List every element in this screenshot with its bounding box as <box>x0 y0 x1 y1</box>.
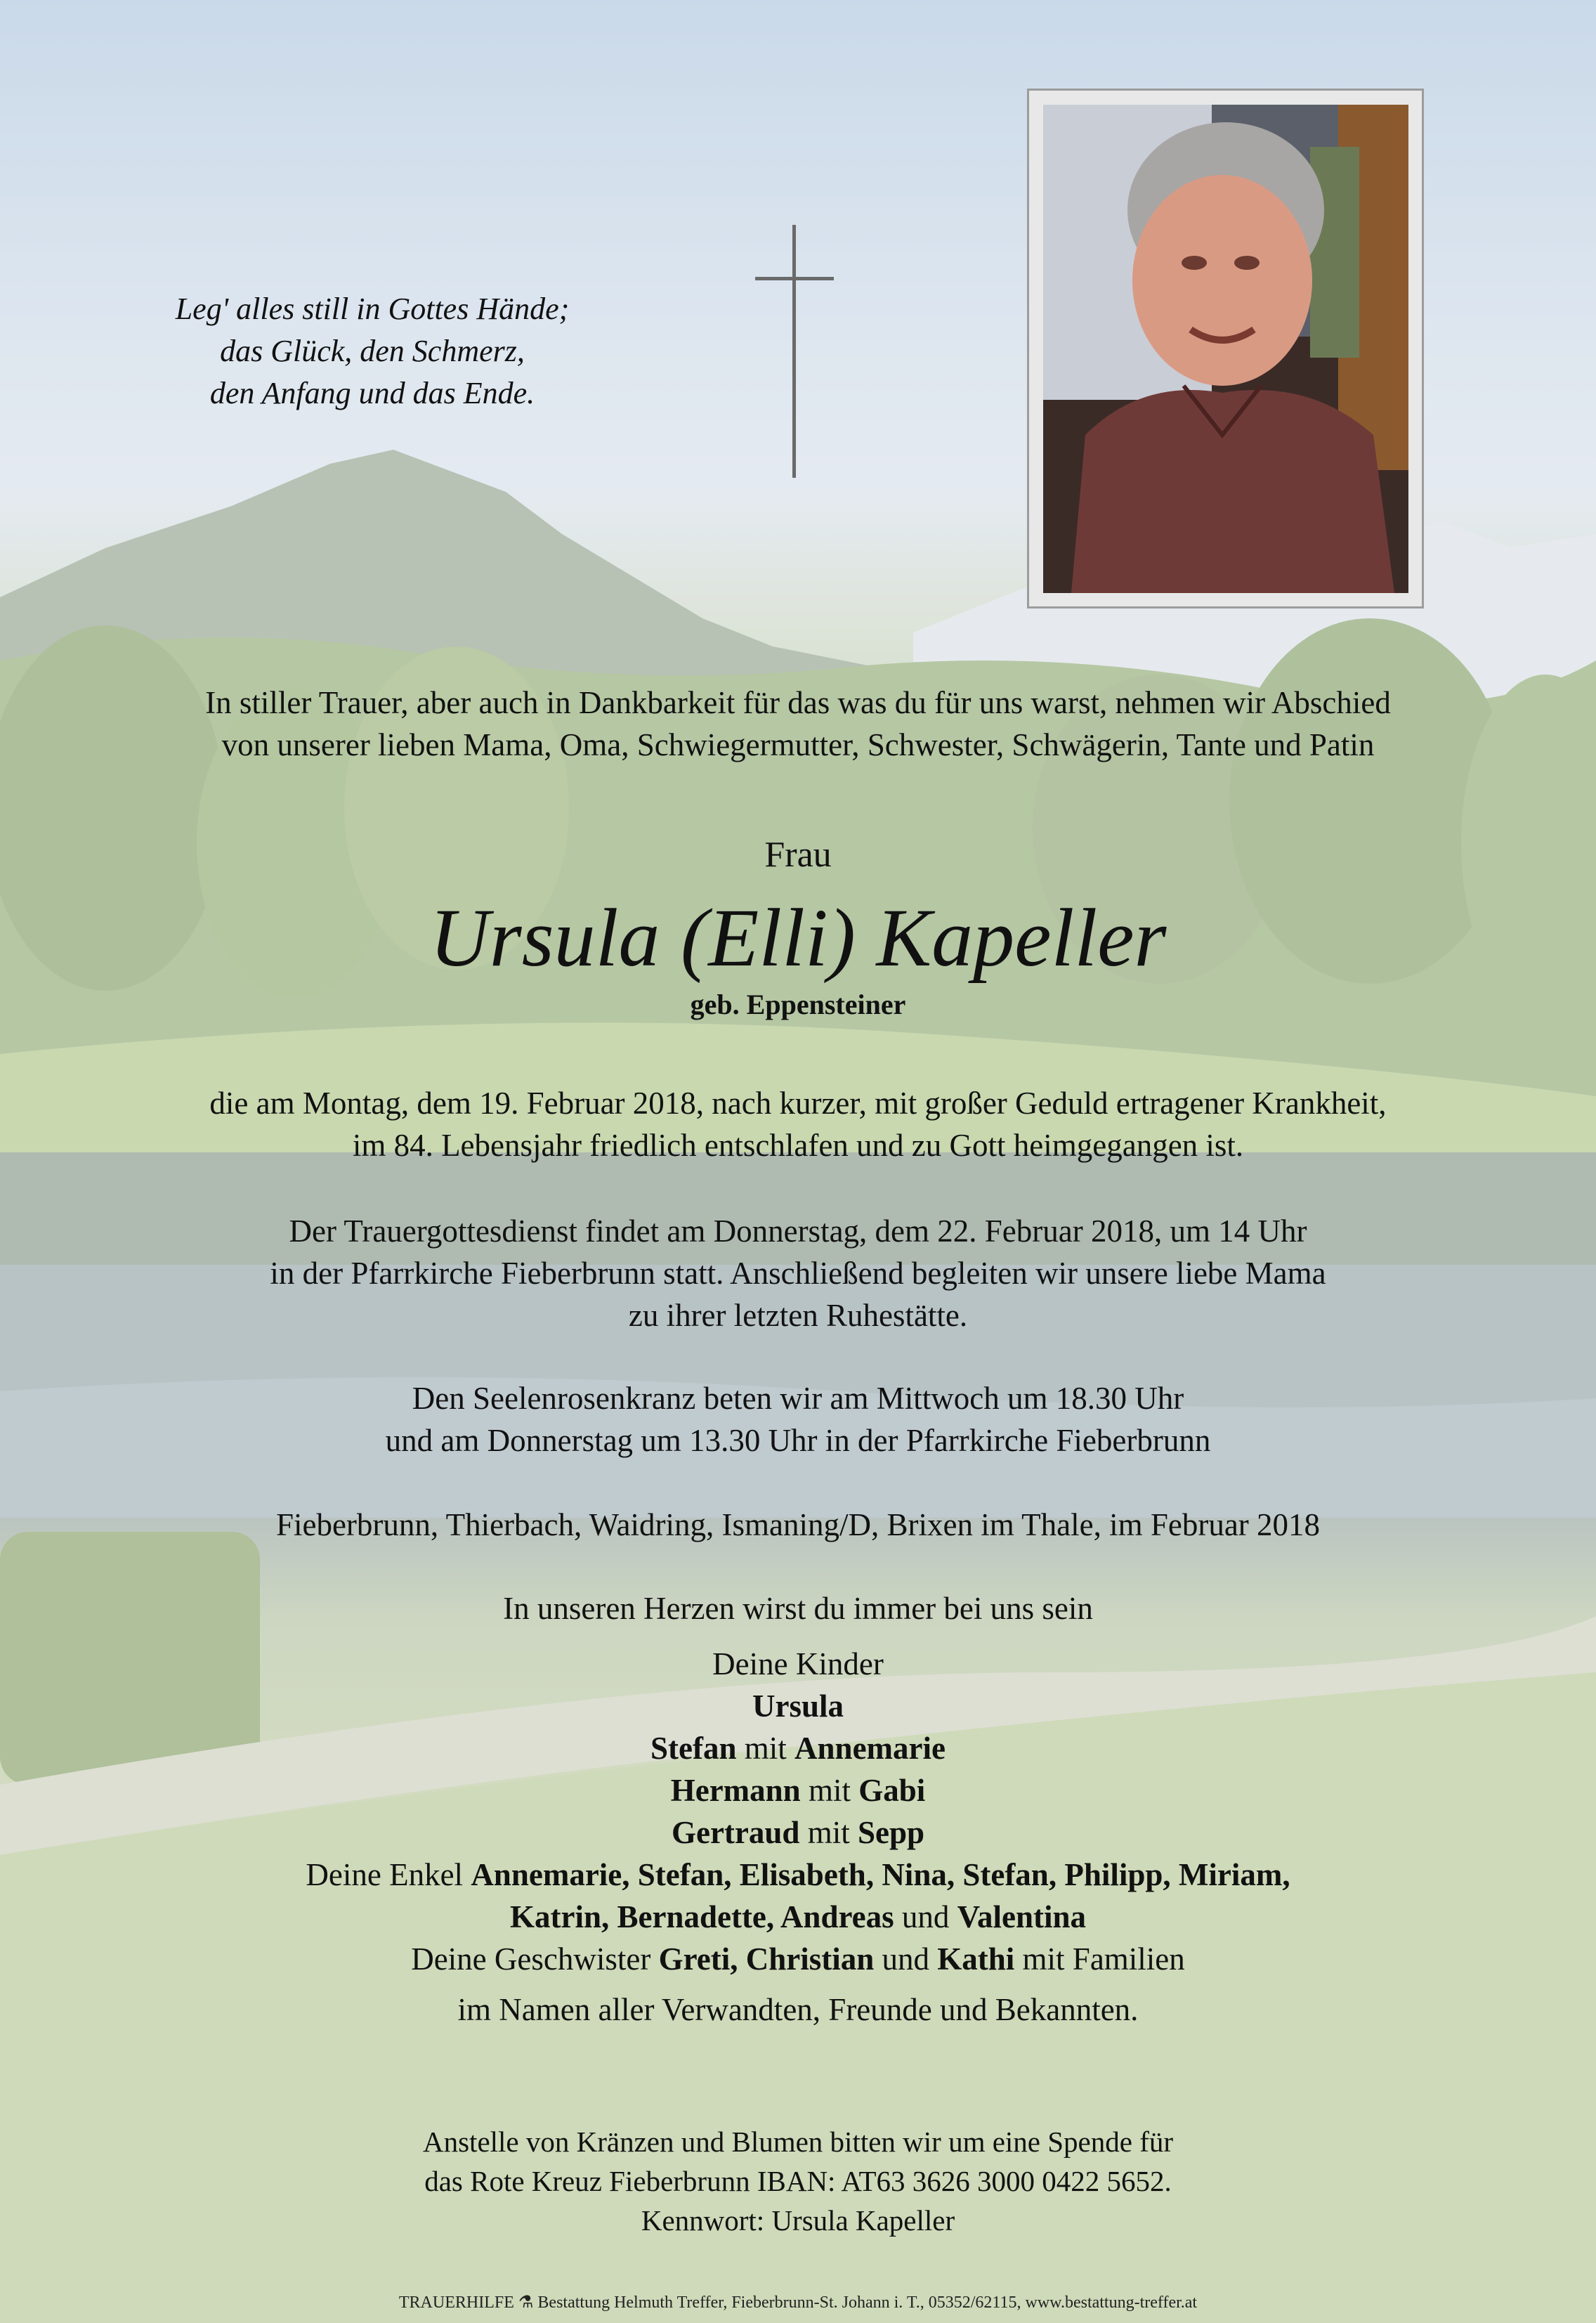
deceased-name: Ursula (Elli) Kapeller <box>429 892 1167 984</box>
birth-name: geb. Eppensteiner <box>690 989 906 1020</box>
grandchild-name: Valentina <box>957 1899 1087 1934</box>
quote-line: den Anfang und das Ende. <box>209 376 535 410</box>
mourner-line <box>70 1854 1526 1896</box>
connector-word: und <box>901 1899 950 1934</box>
intro-text <box>70 682 1526 766</box>
rosary-info <box>70 1377 1526 1462</box>
connector-word: mit <box>808 1773 851 1808</box>
partner-name: Annemarie <box>794 1731 946 1766</box>
grandchildren-names: Katrin, Bernadette, Andreas <box>509 1899 894 1934</box>
geschwister-label: Deine Geschwister <box>411 1941 651 1977</box>
donation-line: Anstelle von Kränzen und Blumen bitten wir um eine Spende für <box>422 2126 1174 2158</box>
mourner-line <box>70 1685 1526 1727</box>
connector-word: mit <box>744 1731 787 1766</box>
service-line: in der Pfarrkirche Fieberbrunn statt. Anschließend begleiten wir unsere liebe Mama <box>270 1256 1326 1291</box>
funeral-service-info <box>70 1210 1526 1336</box>
enkel-label: Deine Enkel <box>306 1857 464 1892</box>
service-line: Der Trauergottesdienst findet am Donnerstag, dem 22. Februar 2018, um 14 Uhr <box>289 1213 1307 1249</box>
child-name: Gertraud <box>671 1815 800 1850</box>
connector-word: mit <box>807 1815 850 1850</box>
quote-line: das Glück, den Schmerz, <box>220 334 525 368</box>
grandchildren-names: Annemarie, Stefan, Elisabeth, Nina, Stefan, Philipp, Miriam, <box>471 1857 1290 1892</box>
mourner-line <box>70 1811 1526 1854</box>
sibling-name: Kathi <box>937 1941 1015 1977</box>
intro-line: In stiller Trauer, aber auch in Dankbarkeit für das was du für uns warst, nehmen wir Abschied <box>205 685 1391 720</box>
quote-line: Leg' alles still in Gottes Hände; <box>175 292 570 326</box>
service-line: zu ihrer letzten Ruhestätte. <box>628 1298 968 1333</box>
portrait-photo <box>1043 105 1408 593</box>
child-name: Hermann <box>670 1773 801 1808</box>
mourner-line <box>70 1938 1526 1980</box>
kinder-label: Deine Kinder <box>712 1646 884 1681</box>
funeral-home-footer <box>0 2292 1596 2313</box>
relatives-line: im Namen aller Verwandten, Freunde und Bekannten. <box>457 1992 1139 2027</box>
death-line: im 84. Lebensjahr friedlich entschlafen und zu Gott heimgegangen ist. <box>352 1128 1244 1163</box>
rosary-line: Den Seelenrosenkranz beten wir am Mittwoch um 18.30 Uhr <box>412 1381 1184 1416</box>
footer-brand: TRAUERHILFE <box>398 2293 514 2312</box>
mourner-line <box>70 1896 1526 1938</box>
families-suffix: mit Familien <box>1022 1941 1185 1977</box>
farewell-line: In unseren Herzen wirst du immer bei uns sein <box>503 1591 1093 1626</box>
donation-request <box>70 2122 1526 2240</box>
mourner-line <box>70 1769 1526 1811</box>
cross-vertical-beam <box>792 225 796 478</box>
mourner-line <box>70 1727 1526 1769</box>
mourners-list <box>70 1643 1526 2031</box>
memorial-quote <box>119 288 625 415</box>
death-line: die am Montag, dem 19. Februar 2018, nach kurzer, mit großer Geduld ertragener Krankheit, <box>209 1086 1387 1121</box>
footer-logo-icon: ⚗ <box>518 2293 534 2312</box>
partner-name: Sepp <box>857 1815 925 1850</box>
connector-word: und <box>882 1941 929 1977</box>
donation-line: das Rote Kreuz Fieberbrunn IBAN: AT63 3626 3000 0422 5652. <box>424 2165 1172 2197</box>
place-date-line: Fieberbrunn, Thierbach, Waidring, Ismaning/D, Brixen im Thale, im Februar 2018 <box>275 1507 1321 1542</box>
sibling-names: Greti, Christian <box>658 1941 875 1977</box>
footer-text: Bestattung Helmuth Treffer, Fieberbrunn-St. Johann i. T., 05352/62115, www.bestattung-treffer.at <box>537 2293 1198 2312</box>
death-notice <box>70 1082 1526 1166</box>
intro-line: von unserer lieben Mama, Oma, Schwiegermutter, Schwester, Schwägerin, Tante und Patin <box>221 727 1375 762</box>
child-name: Stefan <box>650 1731 737 1766</box>
partner-name: Gabi <box>858 1773 926 1808</box>
portrait-frame <box>1027 89 1424 609</box>
donation-line: Kennwort: Ursula Kapeller <box>641 2204 955 2237</box>
honorific: Frau <box>764 835 832 875</box>
child-name: Ursula <box>752 1688 844 1724</box>
rosary-line: und am Donnerstag um 13.30 Uhr in der Pfarrkirche Fieberbrunn <box>385 1423 1211 1458</box>
portrait-illustration <box>1043 105 1408 593</box>
cross-horizontal-beam <box>755 277 834 280</box>
